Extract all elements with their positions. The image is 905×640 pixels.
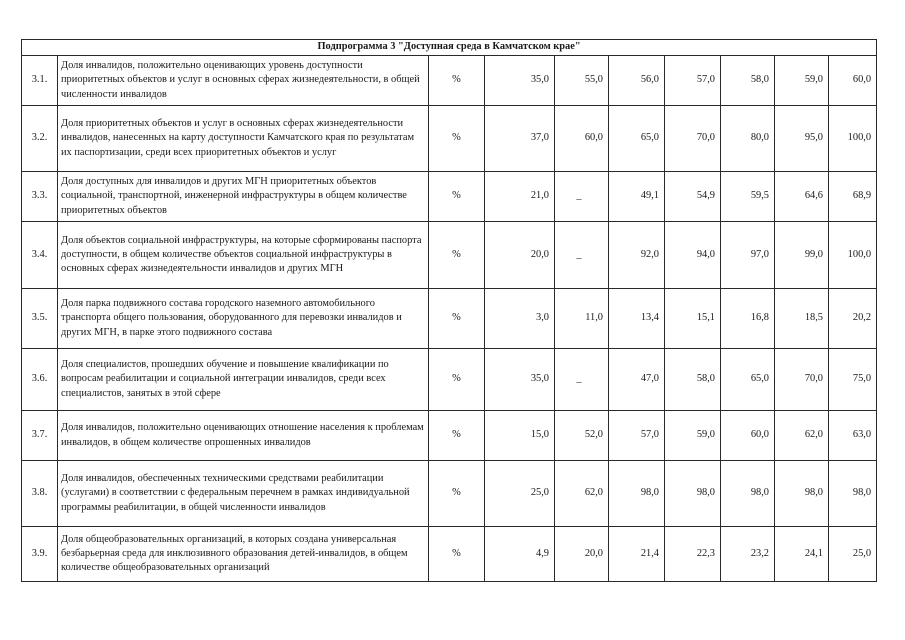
value-cell: 58,0: [665, 349, 721, 411]
value-cell: 11,0: [555, 289, 609, 349]
value-cell: 23,2: [721, 527, 775, 582]
value-cell: 56,0: [609, 56, 665, 106]
value-cell: 20,0: [555, 527, 609, 582]
value-cell: 16,8: [721, 289, 775, 349]
value-cell: 64,6: [775, 172, 829, 222]
row-number: 3.9.: [22, 527, 58, 582]
row-number: 3.6.: [22, 349, 58, 411]
value-cell: 98,0: [609, 461, 665, 527]
unit-cell: %: [429, 461, 485, 527]
table-row: [22, 56, 877, 106]
row-number: 3.1.: [22, 56, 58, 106]
unit-cell: %: [429, 289, 485, 349]
value-cell: 25,0: [485, 461, 555, 527]
value-cell: 80,0: [721, 106, 775, 172]
value-cell: _: [555, 349, 609, 411]
row-number: 3.3.: [22, 172, 58, 222]
value-cell: 22,3: [665, 527, 721, 582]
row-number: 3.4.: [22, 222, 58, 289]
value-cell: 75,0: [829, 349, 877, 411]
indicator-description: Доля парка подвижного состава городского наземного автомобильного транспорта общего пользования, оборудованного для перевозки инвалидов и других МГН, в парке этого подвижного состава: [58, 289, 429, 349]
value-cell: 98,0: [665, 461, 721, 527]
unit-cell: %: [429, 172, 485, 222]
value-cell: 100,0: [829, 106, 877, 172]
value-cell: 24,1: [775, 527, 829, 582]
indicator-description: Доля доступных для инвалидов и других МГН приоритетных объектов социальной, транспортной, инженерной инфраструктуры в общем количестве приоритетных объектов: [58, 172, 429, 222]
value-cell: 21,4: [609, 527, 665, 582]
unit-cell: %: [429, 527, 485, 582]
indicator-description: Доля объектов социальной инфраструктуры, на которые сформированы паспорта доступности, в общем количестве объектов социальной инфраструктуры в основных сферах жизнедеятельности инвалидов и других МГН: [58, 222, 429, 289]
indicator-description: Доля специалистов, прошедших обучение и повышение квалификации по вопросам реабилитации и социальной интеграции инвалидов, среди всех специалистов, занятых в этой сфере: [58, 349, 429, 411]
value-cell: 98,0: [721, 461, 775, 527]
value-cell: 70,0: [775, 349, 829, 411]
value-cell: 57,0: [665, 56, 721, 106]
unit-cell: %: [429, 56, 485, 106]
value-cell: 65,0: [721, 349, 775, 411]
value-cell: 35,0: [485, 349, 555, 411]
row-number: 3.7.: [22, 411, 58, 461]
table-row: [22, 527, 877, 582]
value-cell: 59,0: [775, 56, 829, 106]
value-cell: 97,0: [721, 222, 775, 289]
value-cell: 98,0: [829, 461, 877, 527]
value-cell: 3,0: [485, 289, 555, 349]
value-cell: 54,9: [665, 172, 721, 222]
value-cell: 47,0: [609, 349, 665, 411]
indicator-description: Доля приоритетных объектов и услуг в основных сферах жизнедеятельности инвалидов, нанесенных на карту доступности Камчатского края по результатам их паспортизации, среди всех приоритетных объектов и услуг: [58, 106, 429, 172]
value-cell: 98,0: [775, 461, 829, 527]
row-number: 3.8.: [22, 461, 58, 527]
indicator-description: Доля инвалидов, положительно оценивающих уровень доступности приоритетных объектов и услуг в основных сферах жизнедеятельности, в общей численности инвалидов: [58, 56, 429, 106]
value-cell: 37,0: [485, 106, 555, 172]
unit-cell: %: [429, 106, 485, 172]
value-cell: 4,9: [485, 527, 555, 582]
indicator-table: [21, 39, 877, 582]
indicator-description: Доля инвалидов, обеспеченных техническими средствами реабилитации (услугами) в соответствии с федеральным перечнем в рамках индивидуальной программы реабилитации, в общей численности инвалидов: [58, 461, 429, 527]
row-number: 3.2.: [22, 106, 58, 172]
table-row: [22, 411, 877, 461]
value-cell: 60,0: [829, 56, 877, 106]
value-cell: 57,0: [609, 411, 665, 461]
table-row: [22, 461, 877, 527]
unit-cell: %: [429, 222, 485, 289]
value-cell: 95,0: [775, 106, 829, 172]
value-cell: 65,0: [609, 106, 665, 172]
value-cell: 58,0: [721, 56, 775, 106]
value-cell: 13,4: [609, 289, 665, 349]
row-number: 3.5.: [22, 289, 58, 349]
table-row: [22, 349, 877, 411]
subprogram-title: Подпрограмма 3 "Доступная среда в Камчатском крае": [22, 40, 877, 56]
table-row: [22, 172, 877, 222]
unit-cell: %: [429, 349, 485, 411]
value-cell: 59,0: [665, 411, 721, 461]
indicator-description: Доля инвалидов, положительно оценивающих отношение населения к проблемам инвалидов, в общем количестве опрошенных инвалидов: [58, 411, 429, 461]
value-cell: 52,0: [555, 411, 609, 461]
value-cell: 70,0: [665, 106, 721, 172]
value-cell: 49,1: [609, 172, 665, 222]
value-cell: 20,0: [485, 222, 555, 289]
value-cell: 62,0: [775, 411, 829, 461]
subprogram-header-row: [22, 40, 877, 56]
table-row: [22, 106, 877, 172]
value-cell: 15,0: [485, 411, 555, 461]
indicator-description: Доля общеобразовательных организаций, в которых создана универсальная безбарьерная среда для инклюзивного образования детей-инвалидов, в общем количестве общеобразовательных организаций: [58, 527, 429, 582]
value-cell: _: [555, 222, 609, 289]
value-cell: 20,2: [829, 289, 877, 349]
value-cell: 62,0: [555, 461, 609, 527]
unit-cell: %: [429, 411, 485, 461]
value-cell: 99,0: [775, 222, 829, 289]
table-row: [22, 289, 877, 349]
value-cell: 60,0: [555, 106, 609, 172]
value-cell: 35,0: [485, 56, 555, 106]
value-cell: 63,0: [829, 411, 877, 461]
value-cell: 15,1: [665, 289, 721, 349]
value-cell: 55,0: [555, 56, 609, 106]
value-cell: 68,9: [829, 172, 877, 222]
value-cell: 18,5: [775, 289, 829, 349]
table-body: [22, 40, 877, 582]
value-cell: 60,0: [721, 411, 775, 461]
value-cell: 21,0: [485, 172, 555, 222]
value-cell: _: [555, 172, 609, 222]
value-cell: 25,0: [829, 527, 877, 582]
value-cell: 94,0: [665, 222, 721, 289]
value-cell: 59,5: [721, 172, 775, 222]
value-cell: 100,0: [829, 222, 877, 289]
value-cell: 92,0: [609, 222, 665, 289]
table-row: [22, 222, 877, 289]
